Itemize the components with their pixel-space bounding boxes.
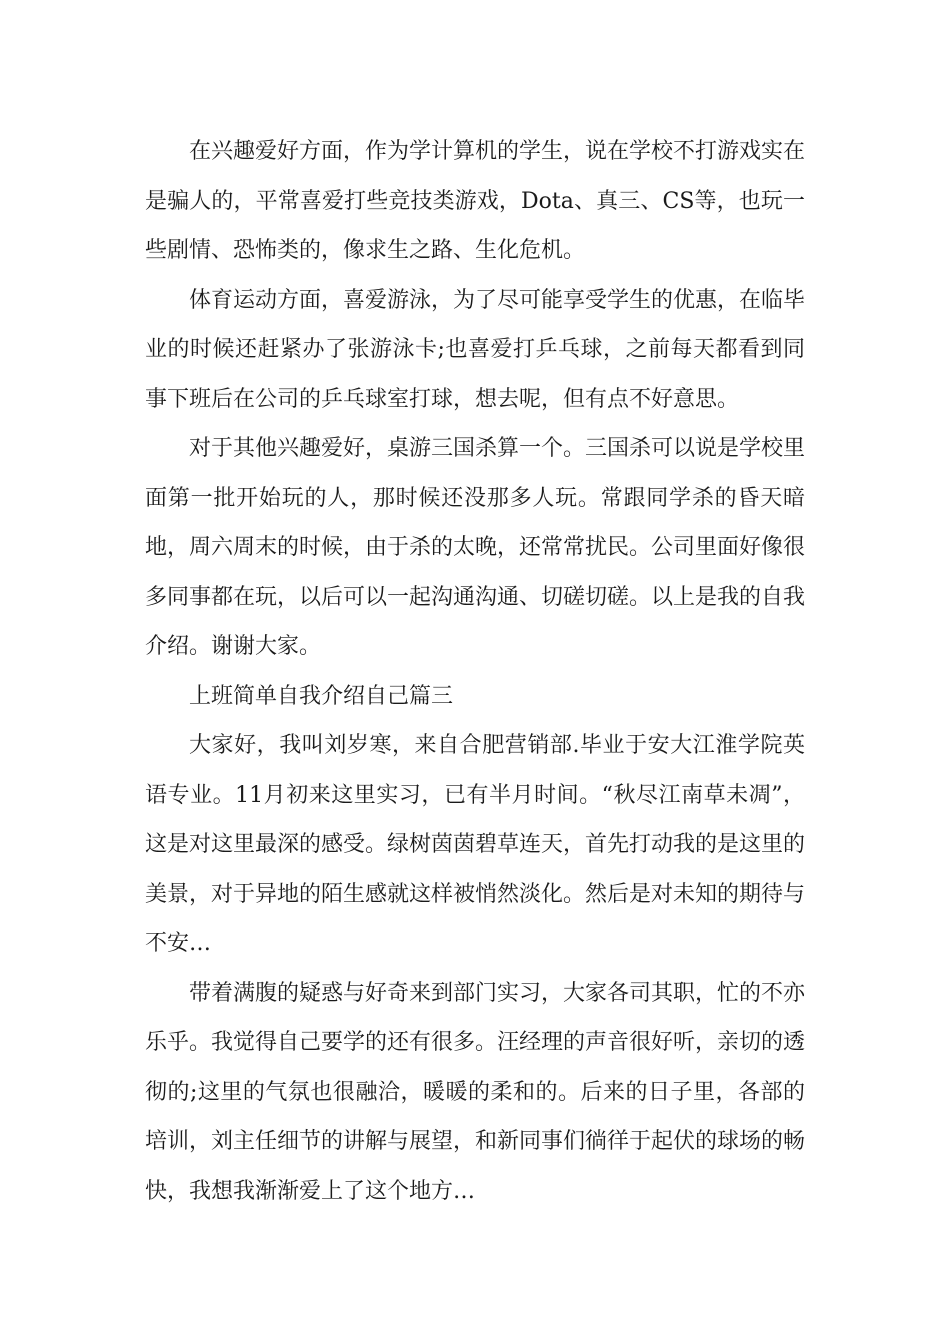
- paragraph-internship: 带着满腹的疑惑与好奇来到部门实习，大家各司其职，忙的不亦乐乎。我觉得自己要学的还有很多。汪经理的声音很好听，亲切的透彻的;这里的气氛也很融洽，暖暖的柔和的。后来的日子里，各部的培训，刘主任细节的讲解与展望，和新同事们徜徉于起伏的球场的畅快，我想我渐渐爱上了这个地方…: [145, 980, 806, 1204]
- document-body: [145, 127, 805, 1216]
- paragraph-hobbies-games: 在兴趣爱好方面，作为学计算机的学生，说在学校不打游戏实在是骗人的，平常喜爱打些竞技类游戏，Dota、真三、CS等，也玩一些剧情、恐怖类的，像求生之路、生化危机。: [145, 139, 806, 263]
- paragraph-hobbies-sports: 体育运动方面，喜爱游泳，为了尽可能享受学生的优惠，在临毕业的时候还赶紧办了张游泳卡;也喜爱打乒乓球，之前每天都看到同事下班后在公司的乒乓球室打球，想去呢，但有点不好意思。: [145, 287, 806, 412]
- paragraph-intro-liu: 大家好，我叫刘岁寒，来自合肥营销部.毕业于安大江淮学院英语专业。11月初来这里实习，已有半月时间。“秋尽江南草未凋”，这是对这里最深的感受。绿树茵茵碧草连天，首先打动我的是这里的美景，对于异地的陌生感就这样被悄然淡化。然后是对未知的期待与不安…: [145, 733, 806, 956]
- section-heading: 上班简单自我介绍自己篇三: [189, 683, 454, 709]
- paragraph-hobbies-other: 对于其他兴趣爱好，桌游三国杀算一个。三国杀可以说是学校里面第一批开始玩的人，那时候还没那多人玩。常跟同学杀的昏天暗地，周六周末的时候，由于杀的太晚，还常常扰民。公司里面好像很多同事都在玩，以后可以一起沟通沟通、切磋切磋。以上是我的自我介绍。谢谢大家。: [145, 436, 806, 659]
